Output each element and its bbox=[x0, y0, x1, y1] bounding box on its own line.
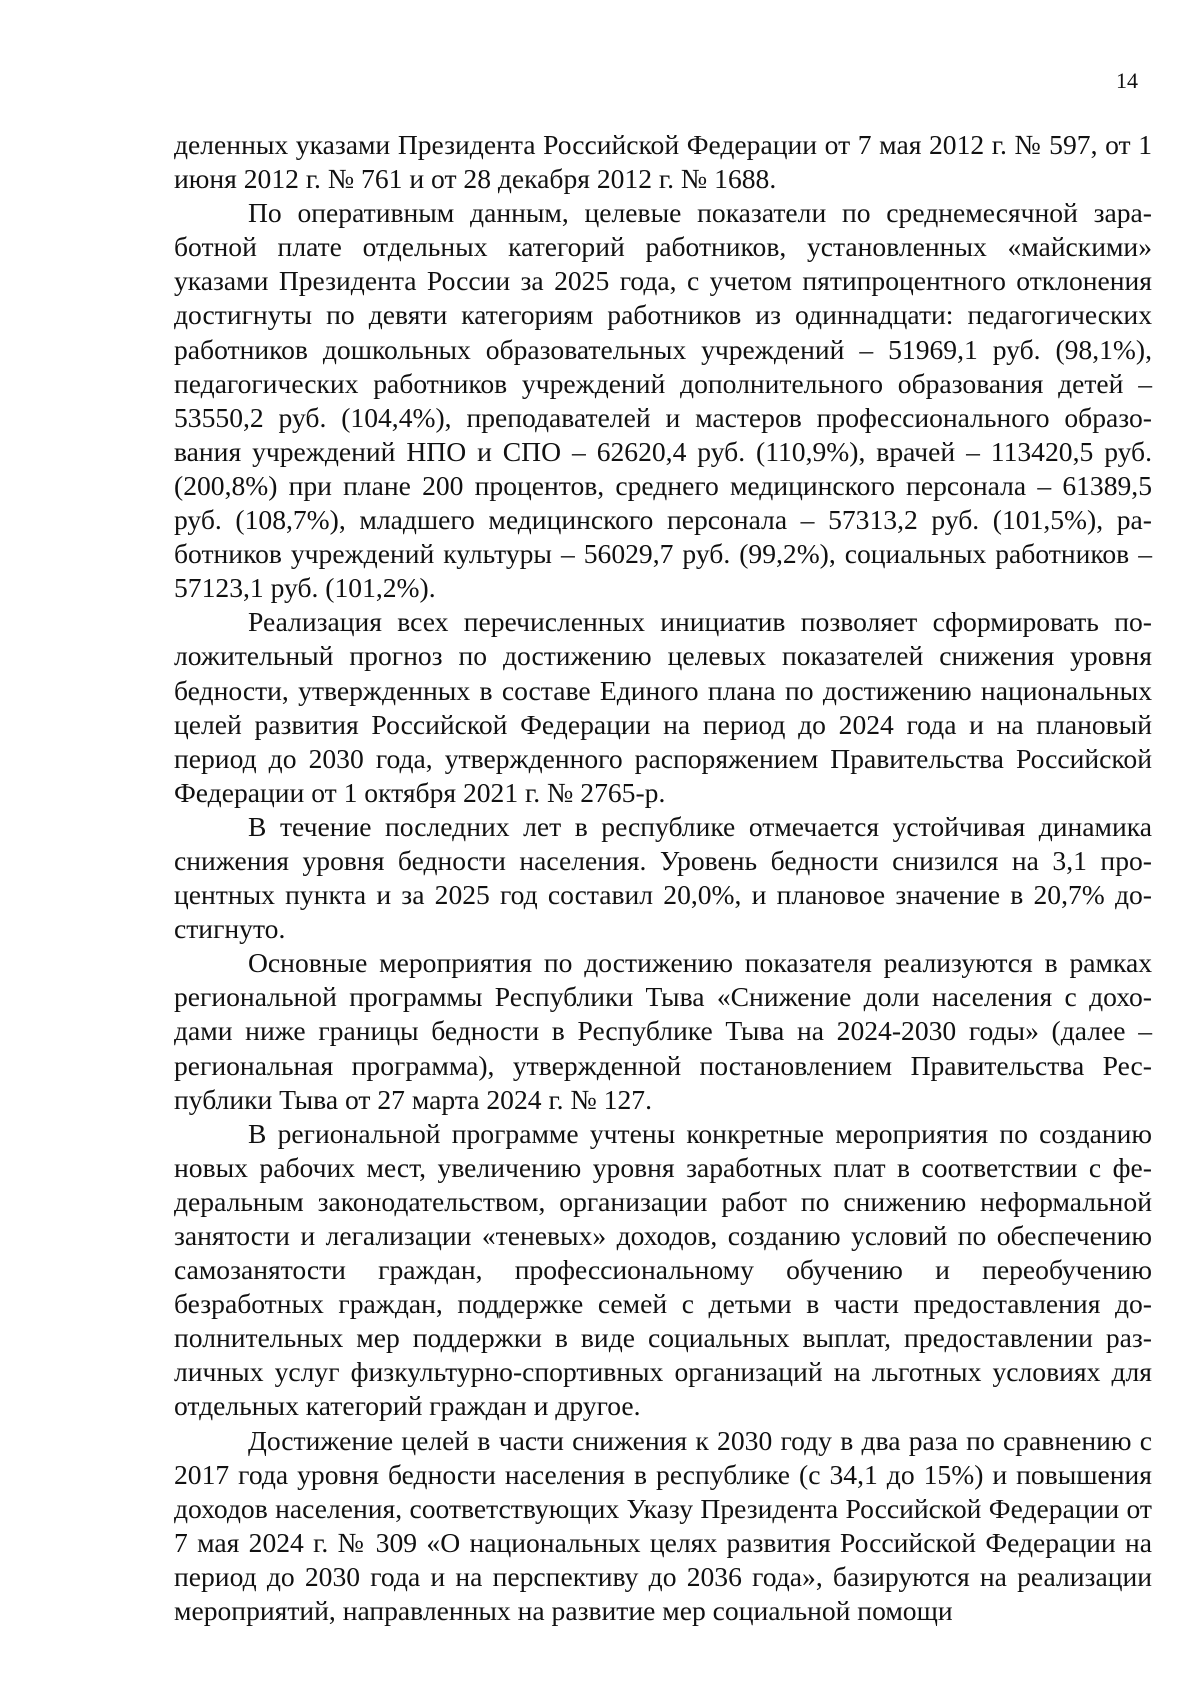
page-number: 14 bbox=[1116, 68, 1138, 93]
paragraph-goals-2030: Достижение целей в части снижения к 2030 году в два раза по сравнению с 2017 года уровня бедности населения в республике (с 34,1 до 15%) и повышения доходов населения, соответствующих Указу Президента Российской Федерации от 7 мая 2024 г. № 309 «О национальных целях развития Российской Федерации на период до 2030 года и на перспективу до 2036 года», базируются на реализации мероприятий, направленных на развитие мер социальной помощи bbox=[174, 1424, 1152, 1627]
paragraph-poverty-dynamics: В течение последних лет в республике отмечается устойчивая динамика снижения уровня бедности населения. Уровень бедности снизился на 3,1 процентных пункта и за 2025 год составил 20,0%, и плановое значение в 20,7% достигнуто. bbox=[174, 810, 1152, 945]
paragraph-salary-indicators: По оперативным данным, целевые показатели по среднемесячной заработной плате отдельных категорий работников, установленных «майскими» указами Президента России за 2025 года, с учетом пятипроцентного отклонения достигнуты по девяти категориям работников из одиннадцати: педагогических работников дошкольных образовательных учреждений – 51969,1 руб. (98,1%), педагогических работников учреждений дополнительного образования детей – 53550,2 руб. (104,4%), преподавателей и мастеров профессионального образования учреждений НПО и СПО – 62620,4 руб. (110,9%), врачей – 113420,5 руб. (200,8%) при плане 200 процентов, среднего медицинского персонала – 61389,5 руб. (108,7%), младшего медицинского персонала – 57313,2 руб. (101,5%), работников учреждений культуры – 56029,7 руб. (99,2%), социальных работников – 57123,1 руб. (101,2%). bbox=[174, 197, 1152, 604]
paragraph-continuation: деленных указами Президента Российской Федерации от 7 мая 2012 г. № 597, от 1 июня 2012 г. № 761 и от 28 декабря 2012 г. № 1688. bbox=[174, 129, 1152, 195]
document-body bbox=[174, 128, 1152, 1628]
paragraph-program-measures: В региональной программе учтены конкретные мероприятия по созданию новых рабочих мест, увеличению уровня заработных плат в соответствии с федеральным законодательством, организации работ по снижению неформальной занятости и легализации «теневых» доходов, созданию условий по обеспечению самозанятости граждан, профессиональному обучению и переобучению безработных граждан, поддержке семей с детьми в части предоставления дополнительных мер поддержки в виде социальных выплат, предоставлении различных услуг физкультурно-спортивных организаций на льготных условиях для отдельных категорий граждан и другое. bbox=[174, 1117, 1152, 1422]
paragraph-forecast: Реализация всех перечисленных инициатив позволяет сформировать положительный прогноз по достижению целевых показателей снижения уровня бедности, утвержденных в составе Единого плана по достижению национальных целей развития Российской Федерации на период до 2024 года и на плановый период до 2030 года, утвержденного распоряжением Правительства Российской Федерации от 1 октября 2021 г. № 2765-р. bbox=[174, 606, 1152, 808]
paragraph-regional-program: Основные мероприятия по достижению показателя реализуются в рамках региональной программы Республики Тыва «Снижение доли населения с доходами ниже границы бедности в Республике Тыва на 2024-2030 годы» (далее – региональная программа), утвержденной постановлением Правительства Республики Тыва от 27 марта 2024 г. № 127. bbox=[174, 947, 1152, 1115]
